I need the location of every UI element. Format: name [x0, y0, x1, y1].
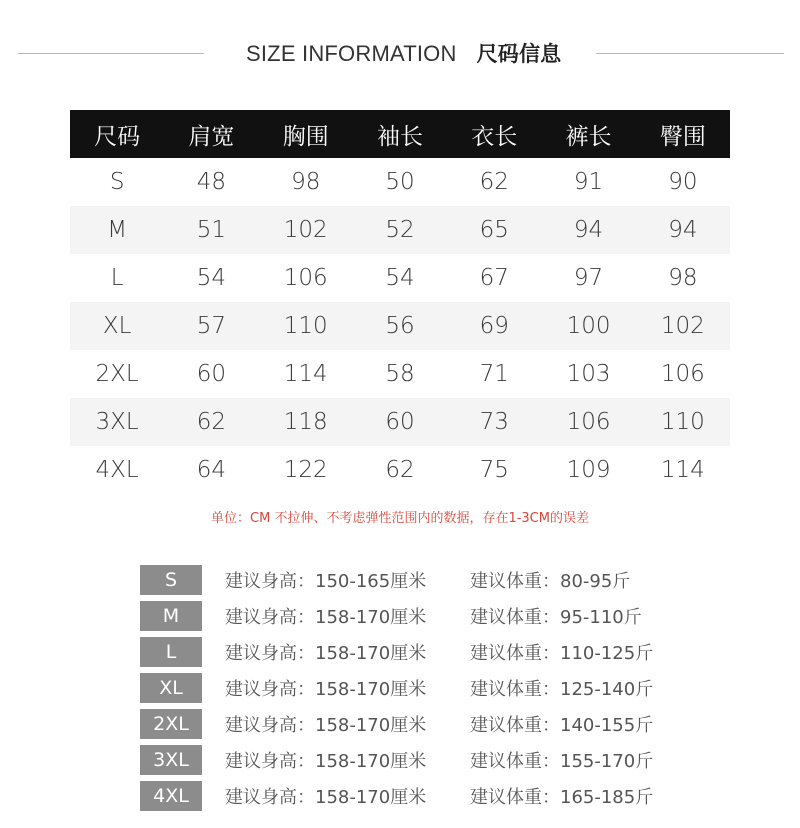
recommendation-row	[140, 744, 700, 780]
table-cell: 122	[283, 457, 328, 483]
suggested-weight: 建议体重：95-110斤	[470, 607, 642, 628]
suggested-weight: 建议体重：140-155斤	[470, 715, 654, 736]
recommendation-row	[140, 636, 700, 672]
table-cell: 102	[636, 302, 730, 350]
table-row	[70, 446, 730, 494]
table-cell: 91	[573, 169, 604, 195]
table-cell: 69	[447, 302, 541, 350]
recommendation-row	[140, 708, 700, 744]
title-text	[246, 38, 561, 68]
table-cell: 54	[385, 265, 415, 291]
table-cell: 52	[353, 206, 447, 254]
recommendation-row	[140, 564, 700, 600]
header-top-length: 衣长	[447, 110, 541, 158]
table-cell: 118	[259, 398, 353, 446]
recommendation-row	[140, 780, 700, 816]
table-cell: 98	[291, 169, 321, 195]
title-english: SIZE INFORMATION	[246, 41, 457, 66]
table-row	[70, 206, 730, 254]
size-badge: 2XL	[140, 709, 202, 739]
table-row	[70, 158, 730, 206]
table-cell: 67	[479, 265, 509, 291]
table-cell: 51	[164, 206, 258, 254]
table-cell: XL	[70, 302, 164, 350]
table-cell: 62	[164, 398, 258, 446]
table-cell: 102	[259, 206, 353, 254]
size-badge: 3XL	[140, 745, 202, 775]
suggested-height: 建议身高：158-170厘米	[225, 679, 427, 700]
size-table	[70, 110, 730, 494]
header-size: 尺码	[70, 110, 164, 158]
table-cell: 94	[541, 206, 635, 254]
table-cell: 62	[479, 169, 509, 195]
table-cell: L	[110, 265, 124, 291]
measurement-note: 单位：CM 不拉伸、不考虑弹性范围内的数据，存在1-3CM的误差	[211, 511, 589, 526]
table-cell: 62	[385, 457, 415, 483]
table-cell: 60	[196, 361, 227, 387]
recommendation-row	[140, 672, 700, 708]
size-badge: XL	[140, 673, 202, 703]
table-cell: 60	[353, 398, 447, 446]
table-cell: 110	[259, 302, 353, 350]
table-cell: 97	[573, 265, 604, 291]
table-row	[70, 398, 730, 446]
table-header-row	[70, 110, 730, 158]
suggested-weight: 建议体重：165-185斤	[470, 787, 654, 808]
header-chest: 胸围	[259, 110, 353, 158]
size-badge: 4XL	[140, 781, 202, 811]
suggested-weight: 建议体重：80-95斤	[470, 571, 631, 592]
table-cell: 98	[668, 265, 698, 291]
table-cell: 65	[447, 206, 541, 254]
table-cell: 56	[353, 302, 447, 350]
header-shoulder: 肩宽	[164, 110, 258, 158]
suggested-height: 建议身高：158-170厘米	[225, 607, 427, 628]
table-cell: 106	[283, 265, 328, 291]
table-cell: 64	[196, 457, 227, 483]
table-cell: 58	[385, 361, 415, 387]
table-cell: 73	[447, 398, 541, 446]
suggested-height: 建议身高：158-170厘米	[225, 751, 427, 772]
size-badge: M	[140, 601, 202, 631]
table-cell: S	[109, 169, 125, 195]
table-cell: 71	[479, 361, 509, 387]
header-hip: 臀围	[636, 110, 730, 158]
table-row	[70, 254, 730, 302]
recommendation-list	[140, 564, 700, 816]
suggested-height: 建议身高：158-170厘米	[225, 715, 427, 736]
table-cell: 100	[541, 302, 635, 350]
table-cell: 90	[668, 169, 698, 195]
header-pants-length: 裤长	[541, 110, 635, 158]
table-cell: 109	[566, 457, 611, 483]
table-cell: 110	[636, 398, 730, 446]
recommendation-row	[140, 600, 700, 636]
table-cell: 50	[385, 169, 415, 195]
size-badge: S	[140, 565, 202, 595]
table-cell: 2XL	[95, 361, 139, 387]
suggested-height: 建议身高：158-170厘米	[225, 643, 427, 664]
title-chinese: 尺码信息	[476, 42, 562, 66]
table-cell: 54	[196, 265, 227, 291]
table-cell: 114	[283, 361, 328, 387]
table-cell: 114	[660, 457, 705, 483]
table-row	[70, 350, 730, 398]
table-cell: 103	[566, 361, 611, 387]
suggested-weight: 建议体重：110-125斤	[470, 643, 654, 664]
table-cell: 57	[164, 302, 258, 350]
suggested-height: 建议身高：150-165厘米	[225, 571, 427, 592]
size-badge: L	[140, 637, 202, 667]
title-divider-right	[596, 53, 784, 54]
table-cell: 106	[541, 398, 635, 446]
table-cell: 106	[660, 361, 705, 387]
suggested-weight: 建议体重：125-140斤	[470, 679, 654, 700]
table-cell: 75	[479, 457, 509, 483]
header-sleeve: 袖长	[353, 110, 447, 158]
table-row	[70, 302, 730, 350]
table-cell: 94	[636, 206, 730, 254]
suggested-weight: 建议体重：155-170斤	[470, 751, 654, 772]
suggested-height: 建议身高：158-170厘米	[225, 787, 427, 808]
table-cell: 4XL	[95, 457, 139, 483]
title-divider-left	[18, 53, 204, 54]
table-cell: 48	[196, 169, 227, 195]
table-cell: 3XL	[70, 398, 164, 446]
table-cell: M	[70, 206, 164, 254]
section-title	[0, 36, 800, 70]
